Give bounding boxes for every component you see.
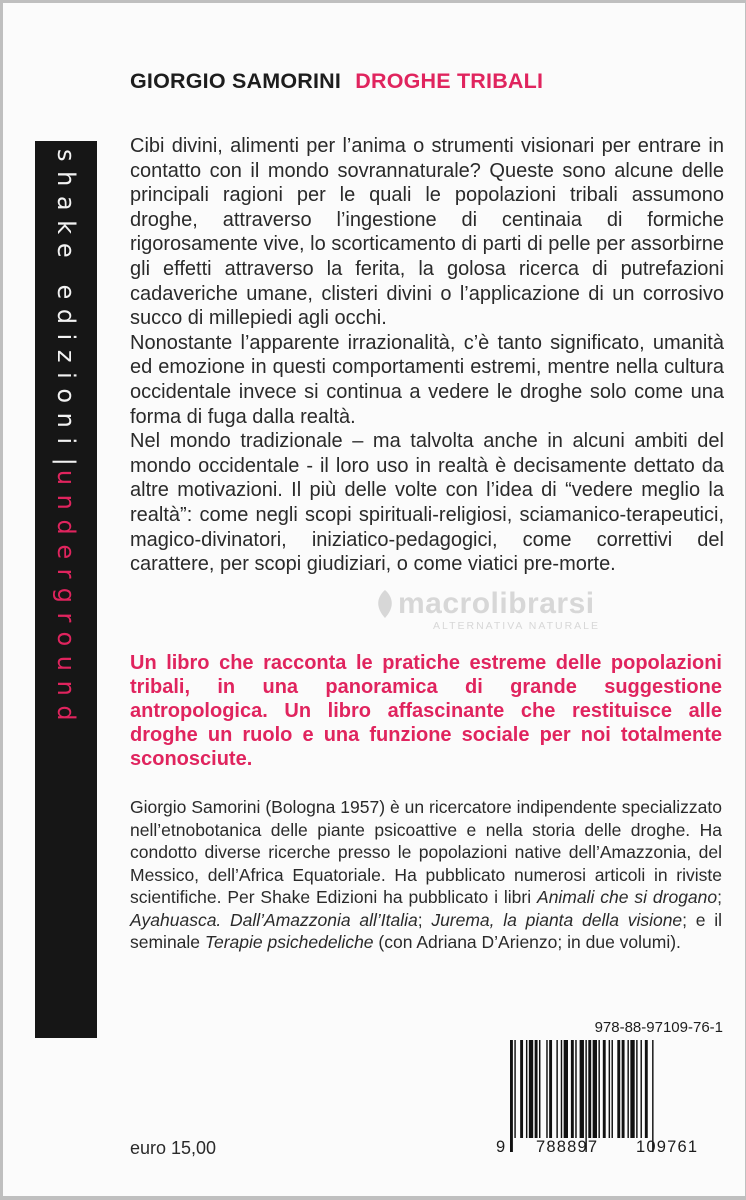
barcode-bar <box>645 1040 648 1138</box>
barcode-bar <box>588 1040 591 1138</box>
barcode-bar <box>529 1040 533 1138</box>
bio-intro: Giorgio Samorini (Bologna 1957) è un ricercatore indipendente specializzato nell’etnobotanica delle piante psicoattive e nella storia delle droghe. Ha condotto diverse ricerche presso le popolazioni native dell’Amazzonia, del Messico, dell’Africa Equatoriale. Ha pubblicato numerosi articoli in riviste scientifiche. Per Shake Edizioni ha pubblicato i libri <box>130 797 722 907</box>
barcode-bar <box>510 1040 513 1152</box>
barcode-bar <box>549 1040 552 1138</box>
barcode-bar <box>652 1040 653 1152</box>
barcode-digit-first: 9 <box>496 1138 506 1156</box>
bio-separator: ; e il seminale <box>130 909 722 952</box>
barcode-bar <box>630 1040 634 1138</box>
barcode-bar <box>526 1040 527 1138</box>
book-title: DROGHE TRIBALI <box>355 69 544 93</box>
barcode-bar <box>535 1040 538 1138</box>
barcode-bar <box>539 1040 540 1138</box>
author-name: GIORGIO SAMORINI <box>130 69 342 93</box>
price-label: euro 15,00 <box>130 1138 217 1158</box>
barcode-bar <box>617 1040 620 1138</box>
barcode-bar <box>603 1040 606 1138</box>
bio-outro: (con Adriana D’Arienzo; in due volumi). <box>373 932 681 952</box>
barcode-digits <box>496 1138 724 1158</box>
barcode-digits-left: 788897 <box>536 1138 599 1156</box>
barcode-bar <box>585 1040 586 1152</box>
barcode-bar <box>612 1040 613 1138</box>
barcode-bar <box>546 1040 547 1138</box>
leaf-icon <box>373 589 397 619</box>
barcode-bar <box>598 1040 599 1138</box>
promo-blurb: Un libro che racconta le pratiche estreme delle popolazioni tribali, in una panoramica di grande suggestione antropologica. Un libro affascinante che restituisce alle droghe un ruolo e una funzione sociale per noi totalmente sconosciute. <box>130 652 722 770</box>
barcode-bar <box>622 1040 625 1138</box>
description-paragraph: Cibi divini, alimenti per l’anima o strumenti visionari per entrare in contatto con il mondo sovrannaturale? Queste sono alcune delle principali ragioni per le quali le popolazioni tribali assumono droghe, attraverso l’ingestione di centinaia di formiche rigorosamente vive, lo scorticamento di parti di pelle per assorbirne gli effetti attraverso la ferita, la golosa ricerca di putrefazioni cadaveriche umane, clisteri divini o l’applicazione di un corrosivo succo di millepiedi agli occhi. <box>130 135 724 330</box>
bio-book-title: Terapie psichedeliche <box>204 932 374 952</box>
barcode-bar <box>571 1040 574 1138</box>
barcode-bar <box>520 1040 523 1138</box>
bio-book-title: Ayahuasca. Dall’Amazzonia all’Italia <box>130 909 418 930</box>
barcode-bar <box>627 1040 628 1138</box>
barcode-bar <box>609 1040 610 1138</box>
barcode-digits-right: 109761 <box>636 1138 699 1156</box>
author-bio <box>130 796 722 954</box>
barcode-bar <box>593 1040 597 1138</box>
barcode <box>496 1040 724 1152</box>
bio-book-title: Jurema, la pianta della visione <box>431 909 683 930</box>
barcode-bar <box>556 1040 557 1138</box>
barcode-bar <box>641 1040 642 1138</box>
description-text <box>130 134 724 577</box>
watermark-brand: macrolibrarsi <box>398 587 595 620</box>
spine-separator: | <box>52 457 80 466</box>
barcode-bar <box>636 1040 637 1138</box>
barcode-bar <box>580 1040 584 1138</box>
spine-publisher: shake edizioni <box>52 149 80 454</box>
bio-separator: ; <box>417 909 432 930</box>
spine-label <box>51 149 81 730</box>
barcode-bar <box>514 1040 515 1138</box>
bio-separator: ; <box>717 887 723 907</box>
barcode-bar <box>561 1040 562 1138</box>
watermark <box>373 577 603 647</box>
cover-header <box>130 69 543 94</box>
description-paragraph: Nel mondo tradizionale – ma talvolta anche in alcuni ambiti del mondo occidentale - il loro uso in realtà è decisamente dettato da altre motivazioni. Il più delle volte con l’idea di “vedere meglio la realtà”: come negli scopi spirituali-religiosi, sciamanico-terapeutici, magico-divinatori, iniziatico-pedagogici, come correttivi del carattere, per scopi giudiziari, o come viatici pre-morte. <box>130 430 724 576</box>
barcode-bar <box>575 1040 576 1138</box>
description-paragraph: Nonostante l’apparente irrazionalità, c’è tanto significato, umanità ed emozione in questi comportamenti estremi, mentre nella cultura occidentale invece si continua a vedere le droghe solo come una forma di fuga dalla realtà. <box>130 331 724 428</box>
isbn-number: 978-88-97109-76-1 <box>594 1019 723 1036</box>
barcode-bar <box>564 1040 568 1138</box>
bio-book-title: Animali che si drogano <box>537 887 718 907</box>
watermark-tagline: ALTERNATIVA NATURALE <box>433 620 600 632</box>
spine-series: underground <box>52 469 80 731</box>
